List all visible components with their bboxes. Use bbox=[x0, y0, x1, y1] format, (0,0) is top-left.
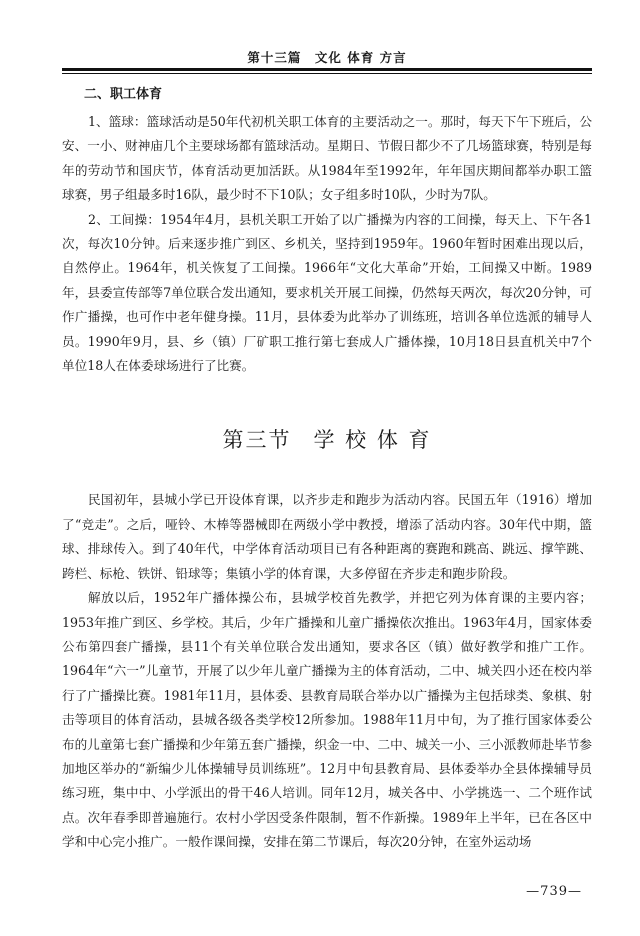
section-title bbox=[62, 426, 592, 454]
section-name: 学 校 体 育 bbox=[313, 428, 432, 453]
subsection-heading: 二、职工体育 bbox=[84, 87, 163, 102]
paragraph-basketball: 1、篮球：篮球活动是50年代初机关职工体育的主要活动之一。那时，每天下午下班后，公安、一小、财神庙几个主要球场都有篮球活动。星期日、节假日都少不了几场篮球赛，特别是每年的劳动节和国庆节，体育活动更加活跃。从1984年至1992年，年年国庆期间都举办职工篮球赛，男子组最多时16队，最少时不下10队；女子组多时10队，少时为7队。 bbox=[62, 114, 592, 203]
paragraph-work-exercise: 2、工间操：1954年4月，县机关职工开始了以广播操为内容的工间操，每天上、下午各1次，每次10分钟。后来逐步推广到区、乡机关，坚持到1959年。1960年暂时困难出现以后，自然停止。1964年，机关恢复了工间操。1966年“文化大革命”开始，工间操又中断。1989年，县委宣传部等7单位联合发出通知，要求机关开展工间操，仍然每天两次，每次20分钟，可作广播操，也可作中老年健身操。11月，县体委为此举办了训练班，培训各单位选派的辅导人员。1990年9月，县、乡（镇）厂矿职工推行第七套成人广播体操，10月18日县直机关中7个单位18人在体委球场进行了比赛。 bbox=[62, 211, 592, 374]
section-number: 第三节 bbox=[222, 428, 292, 453]
page-number: —739— bbox=[526, 884, 582, 899]
header-rule-thick bbox=[62, 68, 592, 71]
paragraph-post-liberation: 解放以后，1952年广播体操公布，县城学校首先教学，并把它列为体育课的主要内容；1953年推广到区、乡学校。其后，少年广播操和儿童广播操依次推出。1963年4月，国家体委公布第四套广播操，县11个有关单位联合发出通知，要求各区（镇）做好教学和推广工作。1964年“六一”儿童节，开展了以少年儿童广播操为主的体育活动，二中、城关四小还在校内举行了广播操比赛。1981年11月，县体委、县教育局联合举办以广播操为主包括球类、象棋、射击等项目的体育活动，县城各级各类学校12所参加。1988年11月中旬，为了推行国家体委公布的儿童第七套广播操和少年第五套广播操，织金一中、二中、城关一小、三小派教师赴毕节参加地区举办的“新编少儿体操辅导员训练班”。12月中旬县教育局、县体委举办全县体操辅导员练习班，集中中、小学派出的骨干46人培训。同年12月，城关各中、小学挑选一、二个班作试点。次年春季即普遍施行。农村小学因受条件限制，暂不作新操。1989年上半年，已在各区中学和中心完小推广。一般作课间操，安排在第二节课后，每次20分钟，在室外运动场 bbox=[62, 590, 592, 850]
running-header: 第十三篇 文化 体育 方言 bbox=[247, 50, 407, 65]
header-rule-thin bbox=[62, 73, 592, 74]
page-content bbox=[62, 82, 592, 855]
paragraph-republic-era: 民国初年，县城小学已开设体育课，以齐步走和跑步为活动内容。民国五年（1916）增加了“竞走”。之后，哑铃、木棒等器械即在两级小学中教授，增添了活动内容。30年代中期，篮球、排球传入。到了40年代，中学体育活动项目已有各种距离的赛跑和跳高、跳远、撑竿跳、跨栏、标枪、铁饼、铅球等；集镇小学的体育课，大多停留在齐步走和跑步阶段。 bbox=[62, 492, 592, 581]
